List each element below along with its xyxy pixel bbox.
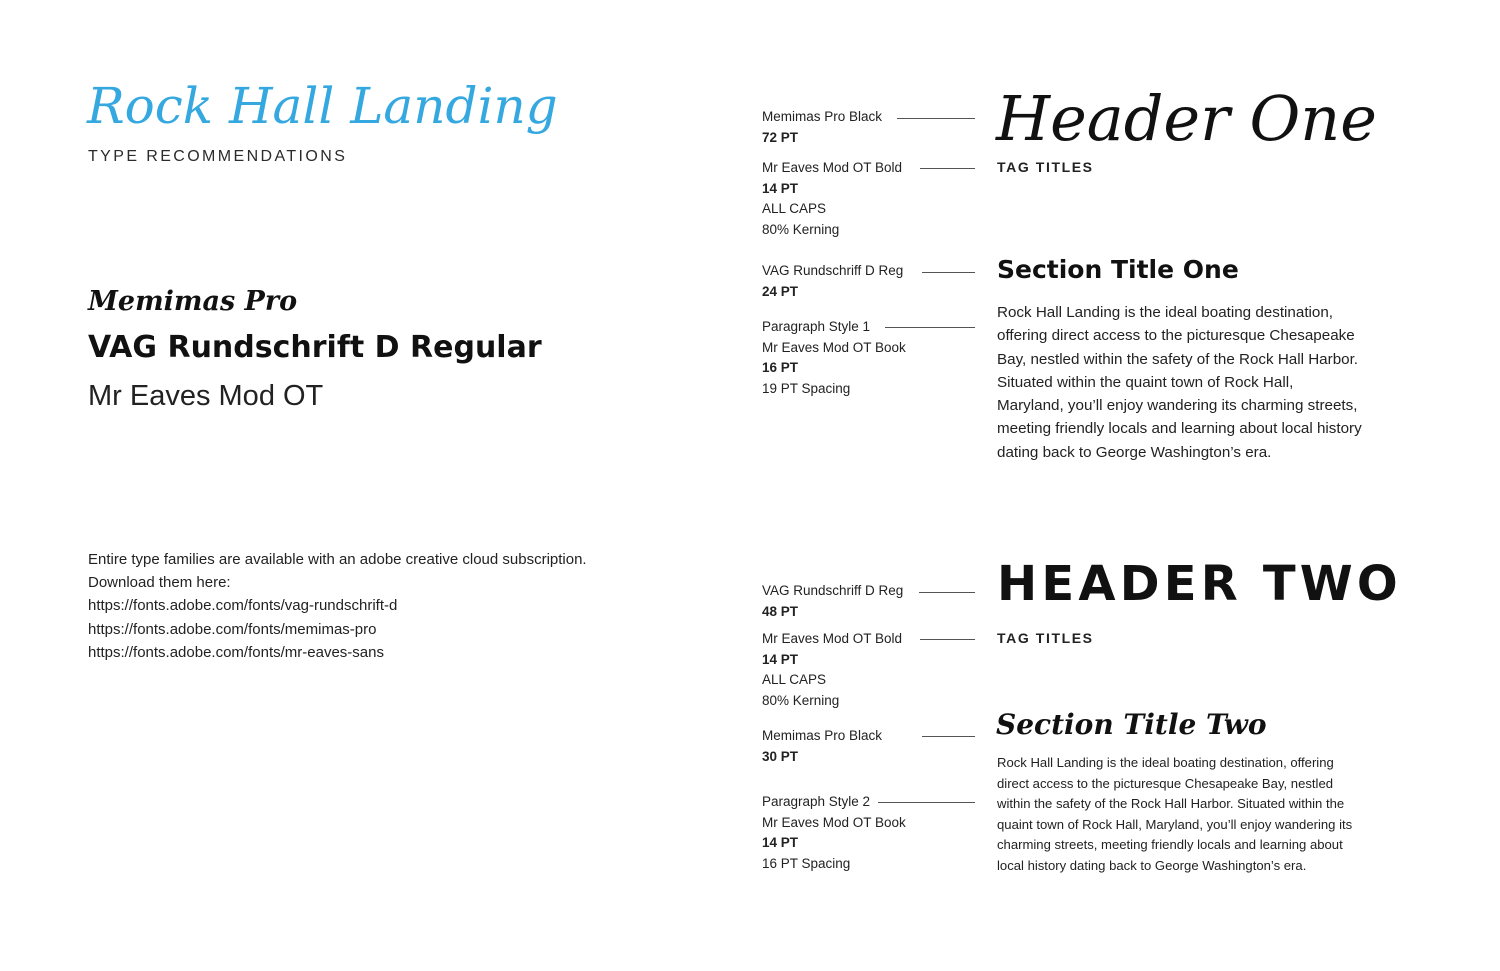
paragraph-line: dating back to George Washington’s era. xyxy=(997,443,1272,461)
page-subtitle: TYPE RECOMMENDATIONS xyxy=(88,148,348,165)
spec-font: Mr Eaves Mod OT Bold xyxy=(762,631,903,646)
leader-line xyxy=(922,272,975,273)
link-mr-eaves[interactable]: https://fonts.adobe.com/fonts/mr-eaves-sans xyxy=(88,643,384,661)
spec-size: 14 PT xyxy=(762,835,799,851)
spec-font: VAG Rundschriff D Reg xyxy=(762,263,904,278)
paragraph-line: Maryland, you’ll enjoy wandering its charming streets, xyxy=(997,397,1358,415)
spec-kerning: 80% Kerning xyxy=(762,221,840,237)
paragraph-line: Bay, nestled within the safety of the Rock Hall Harbor. xyxy=(997,350,1359,368)
spec-case: ALL CAPS xyxy=(762,672,827,688)
spec-style: Paragraph Style 2 xyxy=(762,794,871,809)
paragraph-line: charming streets, meeting friendly locals and learning about xyxy=(997,837,1343,853)
paragraph-line: meeting friendly locals and learning about local history xyxy=(997,420,1362,438)
spec-font: Mr Eaves Mod OT Book xyxy=(762,339,906,355)
spec-spacing: 16 PT Spacing xyxy=(762,855,851,871)
font-family-mr-eaves: Mr Eaves Mod OT xyxy=(88,380,324,412)
spec-tag-titles-1 xyxy=(762,158,902,240)
paragraph-line: Situated within the quaint town of Rock Hall, xyxy=(997,373,1294,391)
spec-size: 24 PT xyxy=(762,283,799,299)
sample-paragraph-one xyxy=(997,301,1377,464)
notes-line: Entire type families are available with an adobe creative cloud subscription. xyxy=(88,551,587,568)
spec-size: 14 PT xyxy=(762,180,799,196)
sample-section-title-one: Section Title One xyxy=(997,255,1239,284)
spec-size: 16 PT xyxy=(762,360,799,376)
font-family-vag: VAG Rundschrift D Regular xyxy=(88,330,542,365)
font-family-memimas: Memimas Pro xyxy=(88,286,298,317)
spec-section-two xyxy=(762,726,882,767)
spec-font: Mr Eaves Mod OT Bold xyxy=(762,160,903,175)
sample-paragraph-two xyxy=(997,753,1352,877)
spec-size: 14 PT xyxy=(762,651,799,667)
leader-line xyxy=(919,592,975,593)
paragraph-line: Rock Hall Landing is the ideal boating destination, xyxy=(997,304,1334,321)
spec-kerning: 80% Kerning xyxy=(762,692,840,708)
spec-font: Memimas Pro Black xyxy=(762,109,883,124)
spec-size: 48 PT xyxy=(762,603,799,619)
sample-header-one: Header One xyxy=(996,82,1377,155)
paragraph-line: quaint town of Rock Hall, Maryland, you’ll enjoy wandering its xyxy=(997,816,1353,832)
leader-line xyxy=(920,168,975,169)
leader-line xyxy=(920,639,975,640)
spec-font: Mr Eaves Mod OT Book xyxy=(762,814,906,830)
spec-size: 30 PT xyxy=(762,748,799,764)
spec-case: ALL CAPS xyxy=(762,201,827,217)
paragraph-line: within the safety of the Rock Hall Harbor. Situated within the xyxy=(997,796,1345,812)
paragraph-line: offering direct access to the picturesque Chesapeake xyxy=(997,327,1355,345)
spec-section-one xyxy=(762,261,903,302)
link-memimas-pro[interactable]: https://fonts.adobe.com/fonts/memimas-pro xyxy=(88,620,377,638)
link-vag-rundschrift[interactable]: https://fonts.adobe.com/fonts/vag-rundschrift-d xyxy=(88,597,398,615)
spec-style: Paragraph Style 1 xyxy=(762,319,871,334)
notes-line: Download them here: xyxy=(88,574,231,592)
spec-header-two xyxy=(762,581,903,622)
paragraph-line: direct access to the picturesque Chesapeake Bay, nestled xyxy=(997,775,1334,791)
spec-font: VAG Rundschriff D Reg xyxy=(762,583,904,598)
sample-section-title-two: Section Title Two xyxy=(996,708,1267,741)
sample-header-two: HEADER TWO xyxy=(997,556,1402,612)
leader-line xyxy=(922,736,975,737)
spec-size: 72 PT xyxy=(762,129,799,145)
spec-tag-titles-2 xyxy=(762,629,902,711)
spec-header-one xyxy=(762,107,882,148)
leader-line xyxy=(885,327,975,328)
sample-tag-titles-2: TAG TITLES xyxy=(997,630,1094,646)
sample-tag-titles-1: TAG TITLES xyxy=(997,159,1094,175)
paragraph-line: local history dating back to George Washington’s era. xyxy=(997,857,1307,873)
spec-spacing: 19 PT Spacing xyxy=(762,380,851,396)
download-notes xyxy=(88,548,587,664)
leader-line xyxy=(878,802,975,803)
spec-font: Memimas Pro Black xyxy=(762,728,883,743)
paragraph-line: Rock Hall Landing is the ideal boating destination, offering xyxy=(997,755,1334,770)
brand-title: Rock Hall Landing xyxy=(87,77,558,135)
spec-paragraph-1 xyxy=(762,317,906,399)
spec-paragraph-2 xyxy=(762,792,906,874)
leader-line xyxy=(897,118,975,119)
